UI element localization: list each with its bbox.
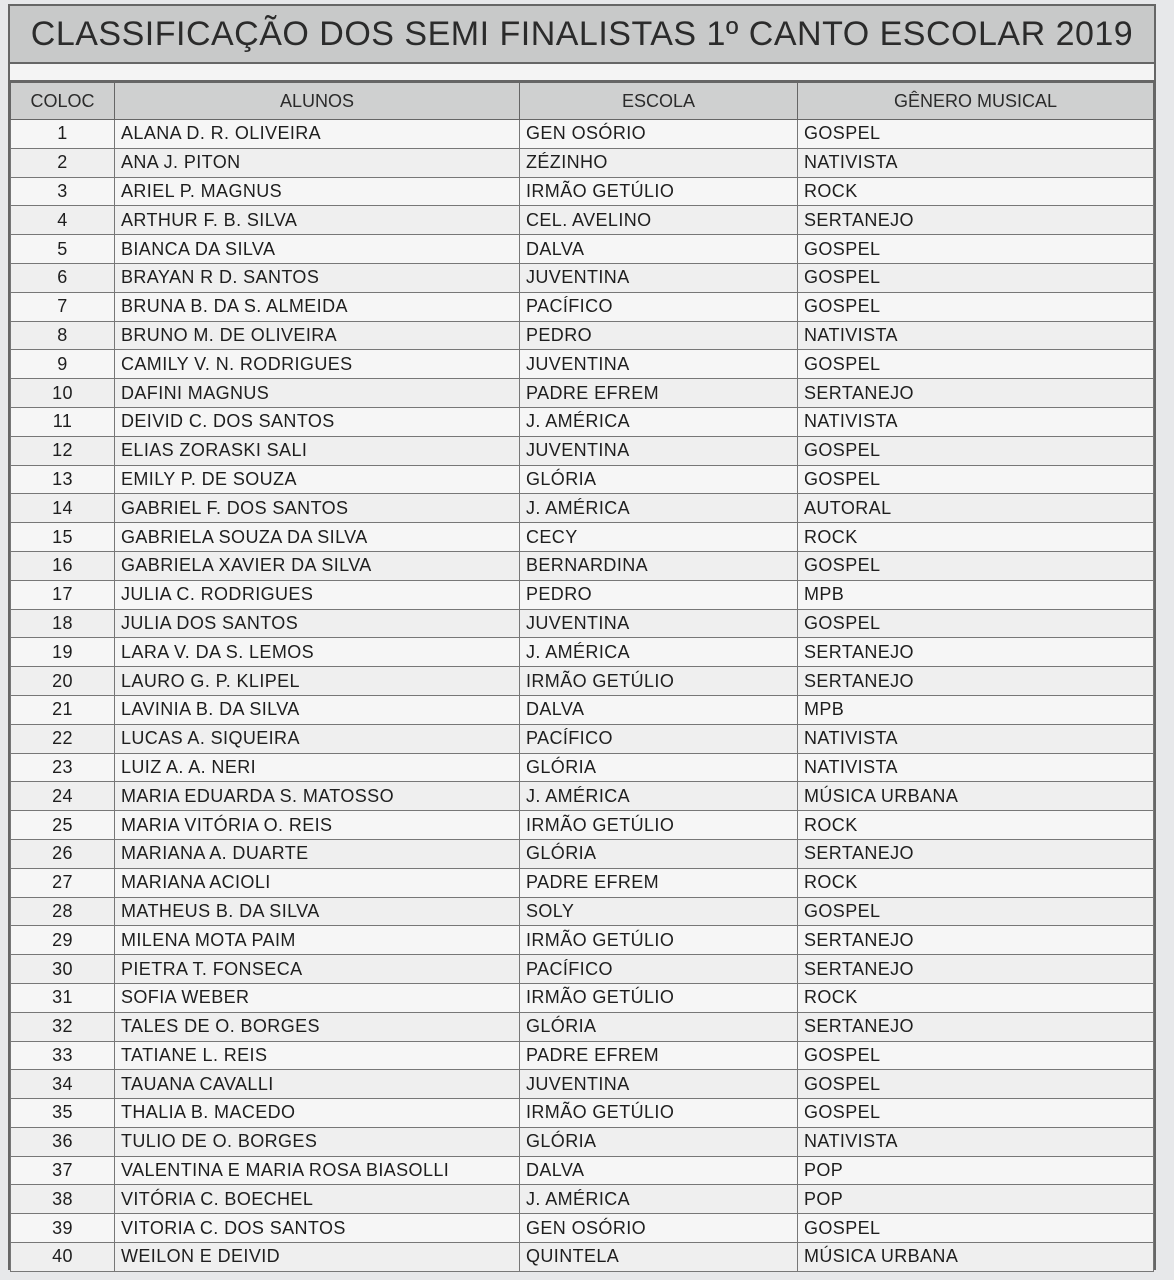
- cell-aluno: BRUNO M. DE OLIVEIRA: [115, 321, 520, 350]
- cell-escola: PADRE EFREM: [520, 868, 798, 897]
- cell-aluno: LAURO G. P. KLIPEL: [115, 667, 520, 696]
- cell-escola: GLÓRIA: [520, 1012, 798, 1041]
- cell-escola: PACÍFICO: [520, 955, 798, 984]
- cell-genero: GOSPEL: [798, 436, 1154, 465]
- cell-aluno: DAFINI MAGNUS: [115, 379, 520, 408]
- table-row: [11, 782, 1154, 811]
- cell-escola: QUINTELA: [520, 1243, 798, 1272]
- table-row: [11, 667, 1154, 696]
- cell-aluno: LARA V. DA S. LEMOS: [115, 638, 520, 667]
- cell-genero: ROCK: [798, 983, 1154, 1012]
- table-row: [11, 868, 1154, 897]
- header-coloc: COLOC: [11, 83, 115, 120]
- cell-coloc: 17: [11, 580, 115, 609]
- cell-aluno: SOFIA WEBER: [115, 983, 520, 1012]
- cell-genero: POP: [798, 1185, 1154, 1214]
- table-row: [11, 1127, 1154, 1156]
- table-row: [11, 148, 1154, 177]
- cell-genero: NATIVISTA: [798, 724, 1154, 753]
- cell-coloc: 16: [11, 551, 115, 580]
- header-alunos: ALUNOS: [115, 83, 520, 120]
- cell-escola: JUVENTINA: [520, 436, 798, 465]
- table-row: [11, 177, 1154, 206]
- cell-escola: JUVENTINA: [520, 1070, 798, 1099]
- cell-coloc: 27: [11, 868, 115, 897]
- cell-escola: J. AMÉRICA: [520, 407, 798, 436]
- cell-coloc: 31: [11, 983, 115, 1012]
- cell-genero: GOSPEL: [798, 465, 1154, 494]
- table-row: [11, 436, 1154, 465]
- cell-aluno: JULIA DOS SANTOS: [115, 609, 520, 638]
- table-row: [11, 1099, 1154, 1128]
- cell-genero: MÚSICA URBANA: [798, 1243, 1154, 1272]
- cell-genero: GOSPEL: [798, 897, 1154, 926]
- cell-coloc: 37: [11, 1156, 115, 1185]
- cell-genero: NATIVISTA: [798, 407, 1154, 436]
- table-row: [11, 897, 1154, 926]
- cell-aluno: BRAYAN R D. SANTOS: [115, 263, 520, 292]
- cell-escola: GEN OSÓRIO: [520, 1214, 798, 1243]
- cell-aluno: JULIA C. RODRIGUES: [115, 580, 520, 609]
- cell-genero: GOSPEL: [798, 551, 1154, 580]
- table-row: [11, 407, 1154, 436]
- cell-escola: IRMÃO GETÚLIO: [520, 1099, 798, 1128]
- cell-aluno: ALANA D. R. OLIVEIRA: [115, 120, 520, 149]
- cell-genero: SERTANEJO: [798, 667, 1154, 696]
- cell-coloc: 32: [11, 1012, 115, 1041]
- cell-genero: GOSPEL: [798, 292, 1154, 321]
- cell-aluno: LAVINIA B. DA SILVA: [115, 695, 520, 724]
- table-row: [11, 206, 1154, 235]
- cell-coloc: 20: [11, 667, 115, 696]
- cell-escola: PACÍFICO: [520, 724, 798, 753]
- cell-genero: GOSPEL: [798, 1099, 1154, 1128]
- classification-table: [10, 82, 1154, 1272]
- cell-escola: IRMÃO GETÚLIO: [520, 926, 798, 955]
- cell-genero: NATIVISTA: [798, 1127, 1154, 1156]
- table-row: [11, 379, 1154, 408]
- cell-coloc: 25: [11, 811, 115, 840]
- cell-genero: SERTANEJO: [798, 206, 1154, 235]
- table-row: [11, 1041, 1154, 1070]
- cell-escola: CEL. AVELINO: [520, 206, 798, 235]
- cell-escola: DALVA: [520, 695, 798, 724]
- cell-coloc: 33: [11, 1041, 115, 1070]
- cell-escola: IRMÃO GETÚLIO: [520, 811, 798, 840]
- table-row: [11, 983, 1154, 1012]
- table-row: [11, 724, 1154, 753]
- cell-aluno: ARTHUR F. B. SILVA: [115, 206, 520, 235]
- cell-escola: GLÓRIA: [520, 465, 798, 494]
- cell-aluno: BRUNA B. DA S. ALMEIDA: [115, 292, 520, 321]
- cell-genero: GOSPEL: [798, 1070, 1154, 1099]
- header-genero: GÊNERO MUSICAL: [798, 83, 1154, 120]
- cell-escola: PEDRO: [520, 321, 798, 350]
- cell-aluno: MILENA MOTA PAIM: [115, 926, 520, 955]
- sheet-title: CLASSIFICAÇÃO DOS SEMI FINALISTAS 1º CANTO ESCOLAR 2019: [10, 6, 1154, 64]
- classification-sheet: [8, 4, 1156, 1270]
- cell-aluno: GABRIEL F. DOS SANTOS: [115, 494, 520, 523]
- cell-escola: PACÍFICO: [520, 292, 798, 321]
- cell-coloc: 7: [11, 292, 115, 321]
- cell-escola: J. AMÉRICA: [520, 782, 798, 811]
- cell-genero: ROCK: [798, 177, 1154, 206]
- cell-genero: NATIVISTA: [798, 321, 1154, 350]
- cell-coloc: 9: [11, 350, 115, 379]
- table-row: [11, 1214, 1154, 1243]
- cell-coloc: 12: [11, 436, 115, 465]
- cell-aluno: MARIA EDUARDA S. MATOSSO: [115, 782, 520, 811]
- cell-aluno: MARIANA ACIOLI: [115, 868, 520, 897]
- cell-genero: NATIVISTA: [798, 753, 1154, 782]
- cell-aluno: LUIZ A. A. NERI: [115, 753, 520, 782]
- cell-genero: ROCK: [798, 523, 1154, 552]
- cell-coloc: 6: [11, 263, 115, 292]
- cell-coloc: 10: [11, 379, 115, 408]
- cell-coloc: 21: [11, 695, 115, 724]
- table-row: [11, 551, 1154, 580]
- cell-genero: GOSPEL: [798, 263, 1154, 292]
- cell-genero: MÚSICA URBANA: [798, 782, 1154, 811]
- cell-escola: J. AMÉRICA: [520, 638, 798, 667]
- cell-escola: JUVENTINA: [520, 350, 798, 379]
- cell-coloc: 36: [11, 1127, 115, 1156]
- cell-coloc: 19: [11, 638, 115, 667]
- cell-coloc: 34: [11, 1070, 115, 1099]
- cell-genero: SERTANEJO: [798, 839, 1154, 868]
- cell-genero: GOSPEL: [798, 235, 1154, 264]
- cell-escola: IRMÃO GETÚLIO: [520, 177, 798, 206]
- table-row: [11, 235, 1154, 264]
- cell-genero: SERTANEJO: [798, 379, 1154, 408]
- cell-aluno: CAMILY V. N. RODRIGUES: [115, 350, 520, 379]
- cell-genero: SERTANEJO: [798, 926, 1154, 955]
- cell-escola: CECY: [520, 523, 798, 552]
- cell-coloc: 8: [11, 321, 115, 350]
- table-row: [11, 580, 1154, 609]
- table-row: [11, 839, 1154, 868]
- cell-coloc: 26: [11, 839, 115, 868]
- cell-aluno: BIANCA DA SILVA: [115, 235, 520, 264]
- cell-genero: GOSPEL: [798, 1041, 1154, 1070]
- cell-escola: JUVENTINA: [520, 263, 798, 292]
- cell-aluno: WEILON E DEIVID: [115, 1243, 520, 1272]
- cell-coloc: 13: [11, 465, 115, 494]
- cell-escola: SOLY: [520, 897, 798, 926]
- cell-coloc: 38: [11, 1185, 115, 1214]
- table-row: [11, 1185, 1154, 1214]
- cell-genero: SERTANEJO: [798, 955, 1154, 984]
- table-row: [11, 321, 1154, 350]
- cell-aluno: ANA J. PITON: [115, 148, 520, 177]
- table-row: [11, 609, 1154, 638]
- cell-genero: MPB: [798, 695, 1154, 724]
- cell-genero: NATIVISTA: [798, 148, 1154, 177]
- cell-aluno: MARIA VITÓRIA O. REIS: [115, 811, 520, 840]
- cell-genero: ROCK: [798, 868, 1154, 897]
- cell-aluno: TALES DE O. BORGES: [115, 1012, 520, 1041]
- table-row: [11, 1070, 1154, 1099]
- table-row: [11, 523, 1154, 552]
- blank-row: [10, 64, 1154, 82]
- cell-coloc: 30: [11, 955, 115, 984]
- cell-escola: DALVA: [520, 1156, 798, 1185]
- cell-escola: IRMÃO GETÚLIO: [520, 983, 798, 1012]
- cell-coloc: 22: [11, 724, 115, 753]
- cell-escola: GLÓRIA: [520, 1127, 798, 1156]
- cell-aluno: DEIVID C. DOS SANTOS: [115, 407, 520, 436]
- cell-escola: PADRE EFREM: [520, 1041, 798, 1070]
- table-row: [11, 292, 1154, 321]
- cell-coloc: 5: [11, 235, 115, 264]
- cell-escola: J. AMÉRICA: [520, 494, 798, 523]
- cell-genero: SERTANEJO: [798, 638, 1154, 667]
- table-row: [11, 955, 1154, 984]
- cell-aluno: ARIEL P. MAGNUS: [115, 177, 520, 206]
- cell-coloc: 29: [11, 926, 115, 955]
- cell-aluno: TULIO DE O. BORGES: [115, 1127, 520, 1156]
- cell-coloc: 3: [11, 177, 115, 206]
- cell-coloc: 18: [11, 609, 115, 638]
- table-row: [11, 120, 1154, 149]
- cell-aluno: PIETRA T. FONSECA: [115, 955, 520, 984]
- cell-genero: GOSPEL: [798, 609, 1154, 638]
- cell-genero: SERTANEJO: [798, 1012, 1154, 1041]
- cell-coloc: 15: [11, 523, 115, 552]
- table-row: [11, 494, 1154, 523]
- cell-aluno: MARIANA A. DUARTE: [115, 839, 520, 868]
- cell-escola: IRMÃO GETÚLIO: [520, 667, 798, 696]
- cell-aluno: ELIAS ZORASKI SALI: [115, 436, 520, 465]
- cell-coloc: 40: [11, 1243, 115, 1272]
- table-row: [11, 753, 1154, 782]
- cell-aluno: VITORIA C. DOS SANTOS: [115, 1214, 520, 1243]
- cell-genero: AUTORAL: [798, 494, 1154, 523]
- cell-genero: GOSPEL: [798, 120, 1154, 149]
- cell-aluno: THALIA B. MACEDO: [115, 1099, 520, 1128]
- cell-aluno: TAUANA CAVALLI: [115, 1070, 520, 1099]
- table-row: [11, 465, 1154, 494]
- cell-coloc: 23: [11, 753, 115, 782]
- cell-aluno: GABRIELA SOUZA DA SILVA: [115, 523, 520, 552]
- table-row: [11, 1243, 1154, 1272]
- cell-coloc: 14: [11, 494, 115, 523]
- cell-aluno: VITÓRIA C. BOECHEL: [115, 1185, 520, 1214]
- cell-genero: GOSPEL: [798, 350, 1154, 379]
- cell-genero: POP: [798, 1156, 1154, 1185]
- cell-coloc: 35: [11, 1099, 115, 1128]
- table-row: [11, 926, 1154, 955]
- cell-coloc: 2: [11, 148, 115, 177]
- cell-escola: ZÉZINHO: [520, 148, 798, 177]
- cell-genero: GOSPEL: [798, 1214, 1154, 1243]
- table-row: [11, 263, 1154, 292]
- cell-escola: GLÓRIA: [520, 839, 798, 868]
- cell-aluno: MATHEUS B. DA SILVA: [115, 897, 520, 926]
- cell-aluno: EMILY P. DE SOUZA: [115, 465, 520, 494]
- cell-escola: BERNARDINA: [520, 551, 798, 580]
- cell-escola: GLÓRIA: [520, 753, 798, 782]
- table-row: [11, 350, 1154, 379]
- cell-aluno: GABRIELA XAVIER DA SILVA: [115, 551, 520, 580]
- header-row: [11, 83, 1154, 120]
- cell-escola: DALVA: [520, 235, 798, 264]
- cell-escola: JUVENTINA: [520, 609, 798, 638]
- cell-escola: PADRE EFREM: [520, 379, 798, 408]
- cell-coloc: 11: [11, 407, 115, 436]
- table-row: [11, 638, 1154, 667]
- cell-genero: ROCK: [798, 811, 1154, 840]
- table-row: [11, 695, 1154, 724]
- cell-escola: PEDRO: [520, 580, 798, 609]
- cell-coloc: 4: [11, 206, 115, 235]
- cell-escola: GEN OSÓRIO: [520, 120, 798, 149]
- cell-aluno: TATIANE L. REIS: [115, 1041, 520, 1070]
- table-row: [11, 811, 1154, 840]
- cell-coloc: 24: [11, 782, 115, 811]
- cell-coloc: 39: [11, 1214, 115, 1243]
- header-escola: ESCOLA: [520, 83, 798, 120]
- cell-escola: J. AMÉRICA: [520, 1185, 798, 1214]
- table-row: [11, 1012, 1154, 1041]
- cell-aluno: VALENTINA E MARIA ROSA BIASOLLI: [115, 1156, 520, 1185]
- cell-coloc: 28: [11, 897, 115, 926]
- cell-genero: MPB: [798, 580, 1154, 609]
- cell-coloc: 1: [11, 120, 115, 149]
- cell-aluno: LUCAS A. SIQUEIRA: [115, 724, 520, 753]
- table-row: [11, 1156, 1154, 1185]
